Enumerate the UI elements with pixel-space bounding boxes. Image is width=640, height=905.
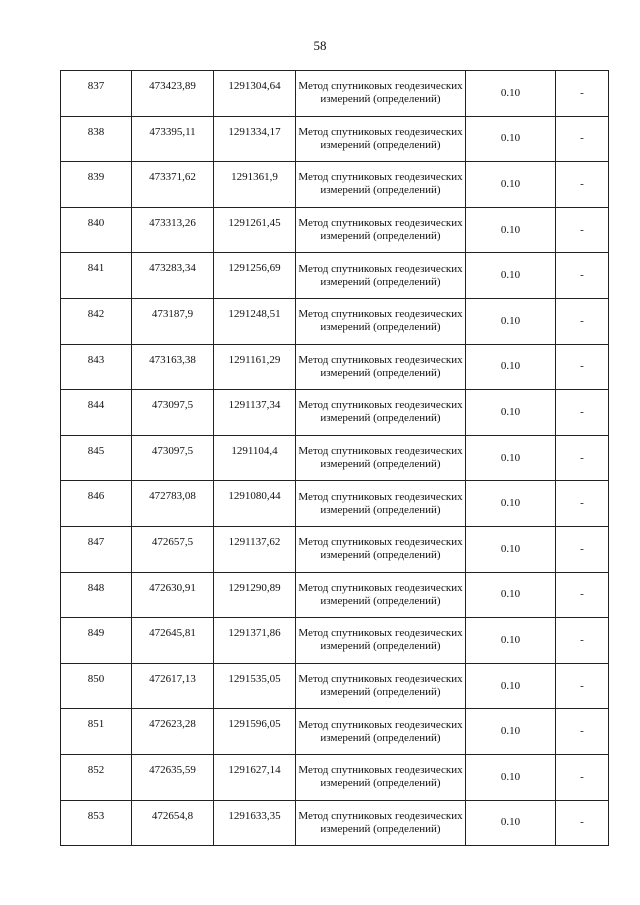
coordinate-x-cell: 473371,62 bbox=[132, 162, 214, 208]
point-number-cell: 847 bbox=[61, 526, 132, 572]
table-row bbox=[61, 526, 609, 572]
coordinate-y-cell: 1291596,05 bbox=[214, 709, 296, 755]
note-cell: - bbox=[556, 572, 609, 618]
method-cell: Метод спутниковых геодезических измерений (определений) bbox=[296, 663, 466, 709]
method-cell: Метод спутниковых геодезических измерений (определений) bbox=[296, 754, 466, 800]
coordinate-y-cell: 1291334,17 bbox=[214, 116, 296, 162]
note-cell: - bbox=[556, 709, 609, 755]
coordinate-x-cell: 472654,8 bbox=[132, 800, 214, 846]
point-number-cell: 846 bbox=[61, 481, 132, 527]
table-row bbox=[61, 481, 609, 527]
note-cell: - bbox=[556, 663, 609, 709]
method-cell: Метод спутниковых геодезических измерений (определений) bbox=[296, 298, 466, 344]
note-cell: - bbox=[556, 207, 609, 253]
table-row bbox=[61, 618, 609, 664]
coordinate-x-cell: 473097,5 bbox=[132, 390, 214, 436]
method-cell: Метод спутниковых геодезических измерений (определений) bbox=[296, 207, 466, 253]
coordinate-x-cell: 472623,28 bbox=[132, 709, 214, 755]
table-row bbox=[61, 572, 609, 618]
accuracy-cell: 0.10 bbox=[466, 162, 556, 208]
table-row bbox=[61, 344, 609, 390]
accuracy-cell: 0.10 bbox=[466, 390, 556, 436]
method-cell: Метод спутниковых геодезических измерений (определений) bbox=[296, 800, 466, 846]
point-number-cell: 851 bbox=[61, 709, 132, 755]
point-number-cell: 848 bbox=[61, 572, 132, 618]
coordinate-y-cell: 1291104,4 bbox=[214, 435, 296, 481]
coordinate-y-cell: 1291256,69 bbox=[214, 253, 296, 299]
point-number-cell: 849 bbox=[61, 618, 132, 664]
accuracy-cell: 0.10 bbox=[466, 435, 556, 481]
table-row bbox=[61, 390, 609, 436]
coordinate-y-cell: 1291161,29 bbox=[214, 344, 296, 390]
accuracy-cell: 0.10 bbox=[466, 298, 556, 344]
table-row bbox=[61, 435, 609, 481]
method-cell: Метод спутниковых геодезических измерений (определений) bbox=[296, 390, 466, 436]
accuracy-cell: 0.10 bbox=[466, 618, 556, 664]
note-cell: - bbox=[556, 344, 609, 390]
accuracy-cell: 0.10 bbox=[466, 526, 556, 572]
coordinate-y-cell: 1291361,9 bbox=[214, 162, 296, 208]
method-cell: Метод спутниковых геодезических измерений (определений) bbox=[296, 618, 466, 664]
coordinate-x-cell: 473423,89 bbox=[132, 71, 214, 117]
coordinate-x-cell: 473163,38 bbox=[132, 344, 214, 390]
coordinate-y-cell: 1291627,14 bbox=[214, 754, 296, 800]
accuracy-cell: 0.10 bbox=[466, 116, 556, 162]
point-number-cell: 844 bbox=[61, 390, 132, 436]
method-cell: Метод спутниковых геодезических измерений (определений) bbox=[296, 344, 466, 390]
note-cell: - bbox=[556, 162, 609, 208]
accuracy-cell: 0.10 bbox=[466, 207, 556, 253]
accuracy-cell: 0.10 bbox=[466, 709, 556, 755]
coordinate-x-cell: 472657,5 bbox=[132, 526, 214, 572]
point-number-cell: 840 bbox=[61, 207, 132, 253]
accuracy-cell: 0.10 bbox=[466, 572, 556, 618]
coordinate-x-cell: 473283,34 bbox=[132, 253, 214, 299]
note-cell: - bbox=[556, 116, 609, 162]
table-row bbox=[61, 754, 609, 800]
table-row bbox=[61, 298, 609, 344]
note-cell: - bbox=[556, 800, 609, 846]
accuracy-cell: 0.10 bbox=[466, 754, 556, 800]
point-number-cell: 838 bbox=[61, 116, 132, 162]
method-cell: Метод спутниковых геодезических измерений (определений) bbox=[296, 435, 466, 481]
coordinate-x-cell: 472635,59 bbox=[132, 754, 214, 800]
point-number-cell: 839 bbox=[61, 162, 132, 208]
method-cell: Метод спутниковых геодезических измерений (определений) bbox=[296, 572, 466, 618]
accuracy-cell: 0.10 bbox=[466, 253, 556, 299]
coordinate-x-cell: 472645,81 bbox=[132, 618, 214, 664]
point-number-cell: 852 bbox=[61, 754, 132, 800]
coordinate-y-cell: 1291080,44 bbox=[214, 481, 296, 527]
note-cell: - bbox=[556, 481, 609, 527]
table-row bbox=[61, 116, 609, 162]
method-cell: Метод спутниковых геодезических измерений (определений) bbox=[296, 253, 466, 299]
coordinate-x-cell: 473395,11 bbox=[132, 116, 214, 162]
table-body bbox=[61, 71, 609, 846]
coordinate-y-cell: 1291633,35 bbox=[214, 800, 296, 846]
table-row bbox=[61, 71, 609, 117]
method-cell: Метод спутниковых геодезических измерений (определений) bbox=[296, 481, 466, 527]
table-row bbox=[61, 663, 609, 709]
method-cell: Метод спутниковых геодезических измерений (определений) bbox=[296, 709, 466, 755]
accuracy-cell: 0.10 bbox=[466, 71, 556, 117]
table-row bbox=[61, 800, 609, 846]
coordinate-x-cell: 473313,26 bbox=[132, 207, 214, 253]
table-row bbox=[61, 162, 609, 208]
method-cell: Метод спутниковых геодезических измерений (определений) bbox=[296, 526, 466, 572]
coordinate-y-cell: 1291371,86 bbox=[214, 618, 296, 664]
note-cell: - bbox=[556, 618, 609, 664]
point-number-cell: 837 bbox=[61, 71, 132, 117]
accuracy-cell: 0.10 bbox=[466, 481, 556, 527]
point-number-cell: 841 bbox=[61, 253, 132, 299]
note-cell: - bbox=[556, 298, 609, 344]
method-cell: Метод спутниковых геодезических измерений (определений) bbox=[296, 116, 466, 162]
coordinate-x-cell: 472783,08 bbox=[132, 481, 214, 527]
point-number-cell: 850 bbox=[61, 663, 132, 709]
coordinate-y-cell: 1291535,05 bbox=[214, 663, 296, 709]
coordinate-x-cell: 472630,91 bbox=[132, 572, 214, 618]
table-row bbox=[61, 253, 609, 299]
method-cell: Метод спутниковых геодезических измерений (определений) bbox=[296, 162, 466, 208]
table-row bbox=[61, 709, 609, 755]
coordinate-y-cell: 1291248,51 bbox=[214, 298, 296, 344]
coordinate-y-cell: 1291137,34 bbox=[214, 390, 296, 436]
method-cell: Метод спутниковых геодезических измерений (определений) bbox=[296, 71, 466, 117]
coordinates-table bbox=[60, 70, 609, 846]
coordinate-y-cell: 1291261,45 bbox=[214, 207, 296, 253]
coordinate-y-cell: 1291304,64 bbox=[214, 71, 296, 117]
note-cell: - bbox=[556, 435, 609, 481]
coordinate-x-cell: 473097,5 bbox=[132, 435, 214, 481]
coordinate-y-cell: 1291290,89 bbox=[214, 572, 296, 618]
point-number-cell: 842 bbox=[61, 298, 132, 344]
note-cell: - bbox=[556, 754, 609, 800]
point-number-cell: 853 bbox=[61, 800, 132, 846]
coordinate-x-cell: 473187,9 bbox=[132, 298, 214, 344]
note-cell: - bbox=[556, 253, 609, 299]
table-row bbox=[61, 207, 609, 253]
coordinate-x-cell: 472617,13 bbox=[132, 663, 214, 709]
point-number-cell: 843 bbox=[61, 344, 132, 390]
page-number: 58 bbox=[313, 38, 327, 53]
accuracy-cell: 0.10 bbox=[466, 800, 556, 846]
note-cell: - bbox=[556, 71, 609, 117]
note-cell: - bbox=[556, 390, 609, 436]
coordinate-y-cell: 1291137,62 bbox=[214, 526, 296, 572]
accuracy-cell: 0.10 bbox=[466, 663, 556, 709]
accuracy-cell: 0.10 bbox=[466, 344, 556, 390]
note-cell: - bbox=[556, 526, 609, 572]
point-number-cell: 845 bbox=[61, 435, 132, 481]
